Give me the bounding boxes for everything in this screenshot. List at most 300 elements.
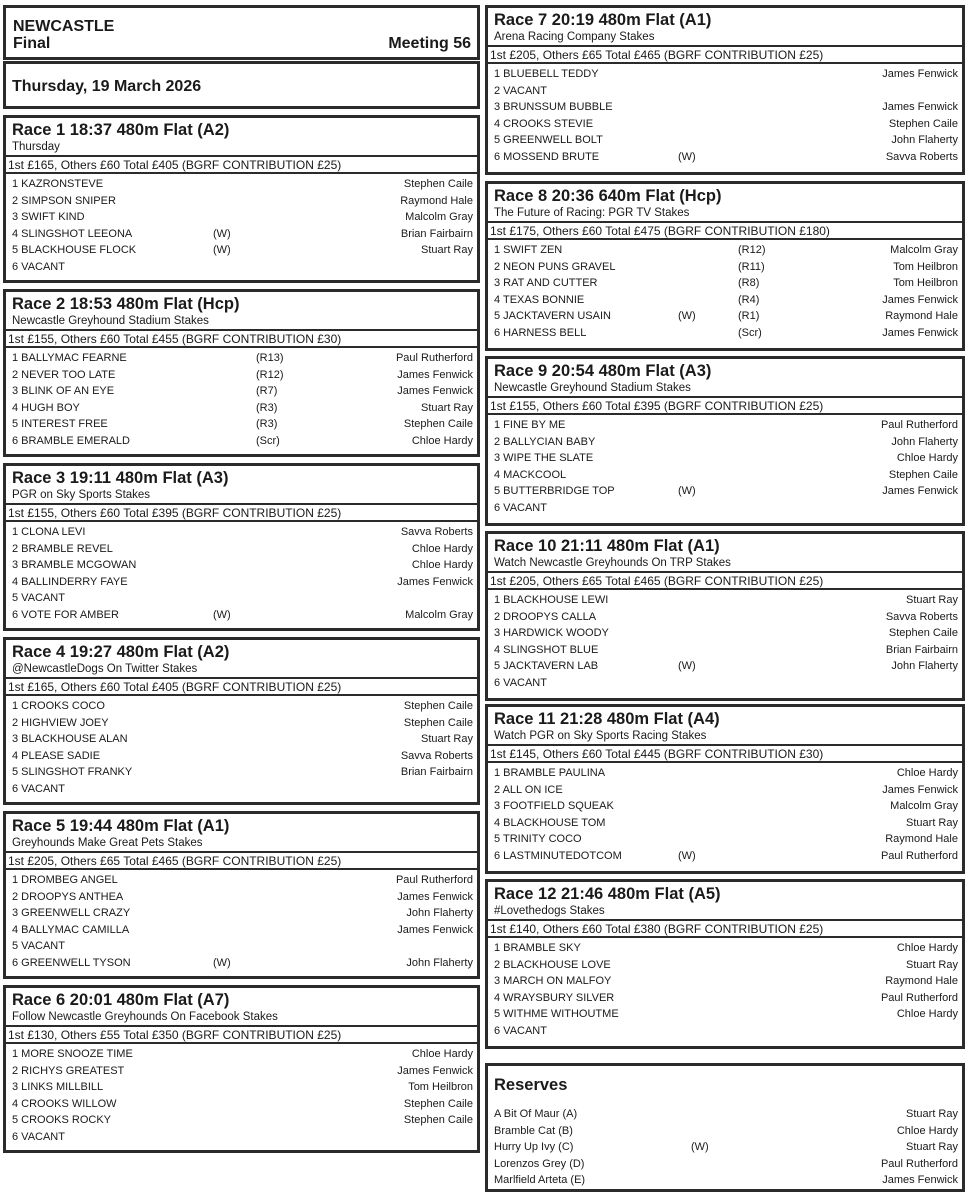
runner-trainer: Malcolm Gray [405, 211, 473, 223]
runner-trainer: Stephen Caile [403, 418, 473, 430]
runner-name: 6 VACANT [494, 501, 547, 514]
runner-trainer: James Fenwick [397, 890, 473, 903]
runner-trainer: Stephen Caile [888, 627, 958, 639]
runner-trainer: James Fenwick [397, 385, 473, 397]
runner-row [488, 765, 962, 782]
runner-list [6, 870, 477, 971]
runner-trainer: Stuart Ray [906, 594, 958, 606]
runner-name: 4 BLACKHOUSE TOM [494, 816, 606, 829]
runner-row [488, 957, 962, 974]
runner-note: (W) [213, 244, 231, 256]
race-prize: 1st £155, Others £60 Total £395 (BGRF CONTRIBUTION £25) [6, 503, 477, 522]
runner-name: 6 VACANT [12, 1130, 65, 1143]
runner-trainer: Raymond Hale [400, 194, 473, 207]
runner-note: (R12) [256, 368, 284, 381]
runner-name: 4 WRAYSBURY SILVER [494, 991, 615, 1004]
runner-row [6, 242, 477, 259]
runner-trainer: Stephen Caile [888, 117, 958, 130]
runner-name: 2 VACANT [494, 84, 547, 97]
runner-name: 4 CROOKS STEVIE [494, 117, 594, 130]
runner-list [488, 938, 962, 1039]
runner-row [488, 434, 962, 451]
runner-list [488, 415, 962, 516]
runner-name: 3 HARDWICK WOODY [494, 627, 609, 639]
runner-name: 1 BLACKHOUSE LEWI [494, 594, 609, 606]
runner-name: 6 VACANT [494, 676, 547, 689]
race-prize: 1st £165, Others £60 Total £405 (BGRF CONTRIBUTION £25) [6, 677, 477, 696]
runner-name: 3 LINKS MILLBILL [12, 1081, 104, 1093]
runner-note: (W) [678, 485, 696, 497]
reserve-name: Hurry Up Ivy (C) [494, 1141, 574, 1153]
runner-row [6, 226, 477, 243]
runner-note: (R3) [256, 401, 278, 414]
runner-row [488, 675, 962, 692]
runner-name: 5 CROOKS ROCKY [12, 1114, 112, 1126]
meeting-date-box [3, 61, 480, 109]
race-box [3, 637, 480, 805]
runner-row [488, 116, 962, 133]
runner-trainer: Stuart Ray [421, 401, 473, 414]
runner-trainer: Brian Fairbairn [400, 766, 473, 778]
runner-name: 1 KAZRONSTEVE [12, 178, 104, 190]
runner-name: 3 BLINK OF AN EYE [12, 385, 115, 397]
reserve-row [488, 1123, 962, 1140]
runner-trainer: Savva Roberts [400, 749, 473, 762]
runner-trainer: John Flaherty [406, 907, 473, 919]
runner-trainer: Stephen Caile [403, 1097, 473, 1110]
runner-trainer: Chloe Hardy [411, 542, 473, 555]
reserve-note: (W) [691, 1141, 709, 1153]
runner-trainer: James Fenwick [882, 293, 958, 306]
runner-name: 4 MACKCOOL [494, 468, 567, 481]
runner-rating: (R1) [738, 310, 760, 322]
runner-row [488, 325, 962, 342]
runner-trainer: James Fenwick [397, 1064, 473, 1077]
runner-name: 6 MOSSEND BRUTE [494, 150, 600, 163]
runner-trainer: Chloe Hardy [411, 559, 473, 571]
runner-name: 5 SLINGSHOT FRANKY [12, 766, 133, 778]
runner-trainer: Savva Roberts [885, 150, 958, 163]
runner-note: (R8) [738, 277, 760, 289]
runner-trainer: James Fenwick [882, 101, 958, 113]
runner-row [488, 642, 962, 659]
runner-row [488, 417, 962, 434]
runner-row [488, 450, 962, 467]
runner-trainer: Malcolm Gray [890, 244, 958, 256]
race-sponsor: Arena Racing Company Stakes [494, 31, 655, 43]
race-prize: 1st £140, Others £60 Total £380 (BGRF CONTRIBUTION £25) [488, 919, 962, 938]
runner-note: (W) [678, 849, 696, 862]
runner-row [488, 149, 962, 166]
runner-row [6, 1046, 477, 1063]
reserves-box [485, 1063, 965, 1192]
runner-trainer: Tom Heilbron [893, 277, 958, 289]
runner-row [6, 193, 477, 210]
runner-name: 6 VACANT [494, 1024, 547, 1037]
runner-trainer: Raymond Hale [885, 310, 958, 322]
runner-row [488, 831, 962, 848]
race-prize: 1st £175, Others £60 Total £475 (BGRF CONTRIBUTION £180) [488, 221, 962, 240]
runner-trainer: James Fenwick [882, 485, 958, 497]
runner-trainer: Brian Fairbairn [400, 227, 473, 240]
runner-name: 5 INTEREST FREE [12, 418, 108, 430]
reserve-row [488, 1172, 962, 1189]
runner-trainer: Stuart Ray [906, 958, 958, 971]
runner-name: 2 BLACKHOUSE LOVE [494, 958, 611, 971]
race-sponsor: @NewcastleDogs On Twitter Stakes [12, 663, 198, 675]
race-title: Race 12 21:46 480m Flat (A5) [494, 885, 721, 903]
runner-row [6, 209, 477, 226]
runner-row [6, 176, 477, 193]
runner-name: 4 BALLYMAC CAMILLA [12, 923, 130, 936]
runner-name: 6 LASTMINUTEDOTCOM [494, 849, 622, 862]
runner-name: 3 BRAMBLE MCGOWAN [12, 559, 137, 571]
race-prize: 1st £205, Others £65 Total £465 (BGRF CONTRIBUTION £25) [6, 851, 477, 870]
race-title: Race 5 19:44 480m Flat (A1) [12, 817, 230, 835]
runner-note: (W) [213, 227, 231, 240]
runner-row [6, 764, 477, 781]
runner-name: 4 PLEASE SADIE [12, 749, 101, 762]
runner-name: 3 WIPE THE SLATE [494, 452, 594, 464]
runner-name: 6 VOTE FOR AMBER [12, 608, 119, 621]
race-box [3, 463, 480, 631]
race-sponsor: Newcastle Greyhound Stadium Stakes [494, 382, 691, 394]
race-sponsor: Watch Newcastle Greyhounds On TRP Stakes [494, 557, 731, 569]
runner-name: 1 BRAMBLE SKY [494, 942, 581, 954]
runner-row [488, 99, 962, 116]
runner-row [488, 609, 962, 626]
runner-row [6, 889, 477, 906]
runner-row [6, 433, 477, 450]
race-title: Race 1 18:37 480m Flat (A2) [12, 121, 230, 139]
runner-note: (W) [678, 150, 696, 163]
runner-name: 6 BRAMBLE EMERALD [12, 434, 130, 447]
runner-row [6, 922, 477, 939]
runner-row [6, 905, 477, 922]
runner-name: 1 DROMBEG ANGEL [12, 874, 118, 886]
runner-row [488, 292, 962, 309]
runner-trainer: Stephen Caile [403, 1114, 473, 1126]
runner-name: 2 NEVER TOO LATE [12, 368, 116, 381]
runner-row [488, 815, 962, 832]
race-box [3, 985, 480, 1153]
runner-trainer: Paul Rutherford [880, 849, 958, 862]
runner-trainer: Savva Roberts [885, 610, 958, 623]
race-header [6, 988, 477, 1025]
runner-trainer: Chloe Hardy [896, 452, 958, 464]
runner-trainer: Chloe Hardy [896, 942, 958, 954]
race-header [488, 184, 962, 221]
race-sponsor: PGR on Sky Sports Stakes [12, 489, 151, 501]
runner-row [6, 1079, 477, 1096]
race-sponsor: Newcastle Greyhound Stadium Stakes [12, 315, 209, 327]
runner-note: (W) [678, 660, 696, 672]
race-header [6, 118, 477, 155]
runner-row [6, 524, 477, 541]
runner-name: 6 HARNESS BELL [494, 326, 587, 339]
runner-list [6, 348, 477, 449]
reserve-row [488, 1139, 962, 1156]
runner-name: 4 SLINGSHOT LEEONA [12, 227, 133, 240]
runner-row [488, 132, 962, 149]
runner-name: 2 NEON PUNS GRAVEL [494, 260, 616, 273]
track-name: NEWCASTLE [13, 18, 115, 35]
race-prize: 1st £155, Others £60 Total £395 (BGRF CONTRIBUTION £25) [488, 396, 962, 415]
reserve-name: Bramble Cat (B) [494, 1124, 573, 1137]
runner-row [488, 467, 962, 484]
meeting-number: Meeting 56 [388, 35, 471, 52]
runner-row [6, 400, 477, 417]
runner-row [6, 1129, 477, 1146]
race-header [6, 814, 477, 851]
runner-row [6, 350, 477, 367]
runner-name: 3 RAT AND CUTTER [494, 277, 598, 289]
runner-note: (R13) [256, 352, 284, 364]
runner-trainer: Brian Fairbairn [885, 643, 958, 656]
race-header [488, 8, 962, 45]
runner-trainer: James Fenwick [882, 783, 958, 796]
race-sponsor: The Future of Racing: PGR TV Stakes [494, 207, 690, 219]
runner-trainer: Paul Rutherford [880, 991, 958, 1004]
runner-name: 5 BLACKHOUSE FLOCK [12, 244, 137, 256]
race-box [485, 356, 965, 526]
reserve-trainer: Chloe Hardy [896, 1124, 958, 1137]
reserve-row [488, 1156, 962, 1173]
runner-name: 1 CROOKS COCO [12, 700, 105, 712]
race-header [6, 640, 477, 677]
runner-row [488, 798, 962, 815]
race-prize: 1st £145, Others £60 Total £445 (BGRF CONTRIBUTION £30) [488, 744, 962, 763]
runner-row [488, 658, 962, 675]
runner-trainer: Savva Roberts [400, 526, 473, 538]
reserves-title: Reserves [494, 1076, 568, 1094]
race-sponsor: Follow Newcastle Greyhounds On Facebook Stakes [12, 1011, 278, 1023]
race-title: Race 8 20:36 640m Flat (Hcp) [494, 187, 722, 205]
runner-trainer: Stuart Ray [421, 244, 473, 256]
runner-trainer: Tom Heilbron [893, 260, 958, 273]
runner-trainer: Chloe Hardy [411, 1048, 473, 1060]
race-header [488, 707, 962, 744]
runner-name: 1 SWIFT ZEN [494, 244, 563, 256]
meeting-status: Final [13, 35, 51, 52]
runner-trainer: John Flaherty [891, 134, 958, 146]
runner-list [488, 763, 962, 864]
runner-trainer: Malcolm Gray [405, 608, 473, 621]
runner-name: 2 RICHYS GREATEST [12, 1064, 125, 1077]
meeting-header [3, 5, 480, 60]
race-sponsor: Watch PGR on Sky Sports Racing Stakes [494, 730, 707, 742]
runner-trainer: James Fenwick [882, 68, 958, 80]
race-prize: 1st £130, Others £55 Total £350 (BGRF CONTRIBUTION £25) [6, 1025, 477, 1044]
runner-name: 4 HUGH BOY [12, 401, 80, 414]
reserve-name: Lorenzos Grey (D) [494, 1157, 585, 1170]
runner-row [6, 1063, 477, 1080]
race-title: Race 4 19:27 480m Flat (A2) [12, 643, 230, 661]
race-header [488, 359, 962, 396]
runner-note: (R12) [738, 244, 766, 256]
race-header [6, 292, 477, 329]
runner-note: (R4) [738, 293, 760, 306]
runner-list [6, 174, 477, 275]
reserves-list [488, 1102, 962, 1189]
runner-row [6, 607, 477, 624]
runner-name: 3 GREENWELL CRAZY [12, 907, 131, 919]
runner-note: (R11) [738, 260, 765, 273]
runner-row [6, 731, 477, 748]
reserve-row [488, 1106, 962, 1123]
reserve-name: A Bit Of Maur (A) [494, 1108, 578, 1120]
runner-trainer: James Fenwick [882, 326, 958, 339]
runner-trainer: Chloe Hardy [411, 434, 473, 447]
runner-name: 3 BLACKHOUSE ALAN [12, 733, 128, 745]
runner-row [488, 275, 962, 292]
runner-trainer: Chloe Hardy [896, 767, 958, 779]
runner-name: 2 HIGHVIEW JOEY [12, 716, 109, 729]
runner-note: (W) [213, 608, 231, 621]
runner-list [488, 590, 962, 691]
race-box [3, 115, 480, 283]
runner-list [488, 240, 962, 341]
race-box [485, 704, 965, 874]
runner-row [488, 1023, 962, 1040]
runner-list [488, 64, 962, 165]
race-box [3, 289, 480, 457]
runner-name: 1 BALLYMAC FEARNE [12, 352, 127, 364]
runner-row [488, 242, 962, 259]
race-box [3, 811, 480, 979]
runner-list [6, 522, 477, 623]
runner-row [488, 308, 962, 325]
reserve-trainer: Paul Rutherford [880, 1157, 958, 1170]
runner-name: 2 DROOPYS CALLA [494, 610, 597, 623]
race-sponsor: #Lovethedogs Stakes [494, 905, 605, 917]
runner-row [488, 592, 962, 609]
runner-name: 2 SIMPSON SNIPER [12, 194, 116, 207]
runner-name: 5 JACKTAVERN LAB [494, 660, 599, 672]
runner-row [6, 1112, 477, 1129]
runner-name: 6 VACANT [12, 782, 65, 795]
race-header [6, 466, 477, 503]
runner-trainer: Tom Heilbron [408, 1081, 473, 1093]
runner-name: 2 BRAMBLE REVEL [12, 542, 113, 555]
runner-row [6, 416, 477, 433]
runner-row [488, 259, 962, 276]
runner-trainer: James Fenwick [397, 575, 473, 588]
runner-note: (Scr) [738, 326, 762, 339]
race-header [488, 882, 962, 919]
runner-name: 5 JACKTAVERN USAIN [494, 310, 611, 322]
runner-trainer: Stuart Ray [906, 816, 958, 829]
runner-row [488, 973, 962, 990]
runner-row [6, 698, 477, 715]
runner-row [6, 574, 477, 591]
runner-trainer: John Flaherty [406, 956, 473, 969]
reserve-name: Marlfield Arteta (E) [494, 1174, 586, 1186]
runner-name: 3 BRUNSSUM BUBBLE [494, 101, 613, 113]
race-sponsor: Thursday [12, 141, 60, 153]
runner-row [6, 955, 477, 972]
runner-row [488, 1006, 962, 1023]
runner-row [6, 541, 477, 558]
race-box [485, 879, 965, 1049]
runner-name: 4 SLINGSHOT BLUE [494, 643, 599, 656]
runner-row [6, 938, 477, 955]
runner-row [488, 782, 962, 799]
runner-row [6, 715, 477, 732]
runner-row [6, 872, 477, 889]
runner-row [488, 500, 962, 517]
runner-name: 3 FOOTFIELD SQUEAK [494, 800, 614, 812]
runner-trainer: Raymond Hale [885, 975, 958, 987]
runner-name: 5 VACANT [12, 940, 65, 952]
runner-name: 3 MARCH ON MALFOY [494, 975, 612, 987]
runner-row [488, 940, 962, 957]
race-header [488, 534, 962, 571]
runner-row [6, 557, 477, 574]
runner-name: 2 BALLYCIAN BABY [494, 435, 596, 448]
runner-row [6, 383, 477, 400]
race-box [485, 531, 965, 701]
runner-note: (Scr) [256, 434, 280, 447]
runner-trainer: John Flaherty [891, 660, 958, 672]
race-prize: 1st £165, Others £60 Total £405 (BGRF CONTRIBUTION £25) [6, 155, 477, 174]
race-title: Race 2 18:53 480m Flat (Hcp) [12, 295, 240, 313]
runner-trainer: James Fenwick [397, 368, 473, 381]
runner-row [6, 590, 477, 607]
reserve-trainer: Stuart Ray [906, 1108, 958, 1120]
runner-name: 1 BRAMBLE PAULINA [494, 767, 606, 779]
runner-name: 6 GREENWELL TYSON [12, 956, 131, 969]
race-prize: 1st £155, Others £60 Total £455 (BGRF CONTRIBUTION £30) [6, 329, 477, 348]
race-title: Race 11 21:28 480m Flat (A4) [494, 710, 720, 728]
runner-trainer: Paul Rutherford [395, 874, 473, 886]
runner-name: 1 BLUEBELL TEDDY [494, 68, 599, 80]
runner-name: 5 WITHME WITHOUTME [494, 1008, 619, 1020]
runner-note: (R7) [256, 385, 278, 397]
runner-name: 1 CLONA LEVI [12, 526, 86, 538]
reserve-trainer: Stuart Ray [906, 1141, 958, 1153]
runner-name: 1 FINE BY ME [494, 419, 566, 431]
runner-row [488, 83, 962, 100]
runner-trainer: Chloe Hardy [896, 1008, 958, 1020]
runner-row [488, 66, 962, 83]
race-title: Race 3 19:11 480m Flat (A3) [12, 469, 229, 487]
runner-list [6, 696, 477, 797]
race-box [485, 181, 965, 351]
runner-trainer: Paul Rutherford [880, 419, 958, 431]
runner-name: 5 TRINITY COCO [494, 833, 582, 845]
race-title: Race 9 20:54 480m Flat (A3) [494, 362, 712, 380]
runner-trainer: Malcolm Gray [890, 800, 958, 812]
runner-trainer: Stephen Caile [888, 468, 958, 481]
meeting-date: Thursday, 19 March 2026 [12, 78, 202, 95]
runner-name: 5 GREENWELL BOLT [494, 134, 603, 146]
runner-row [6, 259, 477, 276]
runner-trainer: Stephen Caile [403, 716, 473, 729]
runner-note: (R3) [256, 418, 278, 430]
runner-name: 2 DROOPYS ANTHEA [12, 890, 124, 903]
race-prize: 1st £205, Others £65 Total £465 (BGRF CONTRIBUTION £25) [488, 45, 962, 64]
runner-note: (W) [678, 310, 696, 322]
runner-note: (W) [213, 956, 231, 969]
race-title: Race 6 20:01 480m Flat (A7) [12, 991, 230, 1009]
runner-row [488, 483, 962, 500]
runner-name: 4 BALLINDERRY FAYE [12, 575, 128, 588]
race-box [485, 5, 965, 175]
runner-trainer: John Flaherty [891, 435, 958, 448]
runner-trainer: Stephen Caile [403, 178, 473, 190]
runner-row [6, 781, 477, 798]
